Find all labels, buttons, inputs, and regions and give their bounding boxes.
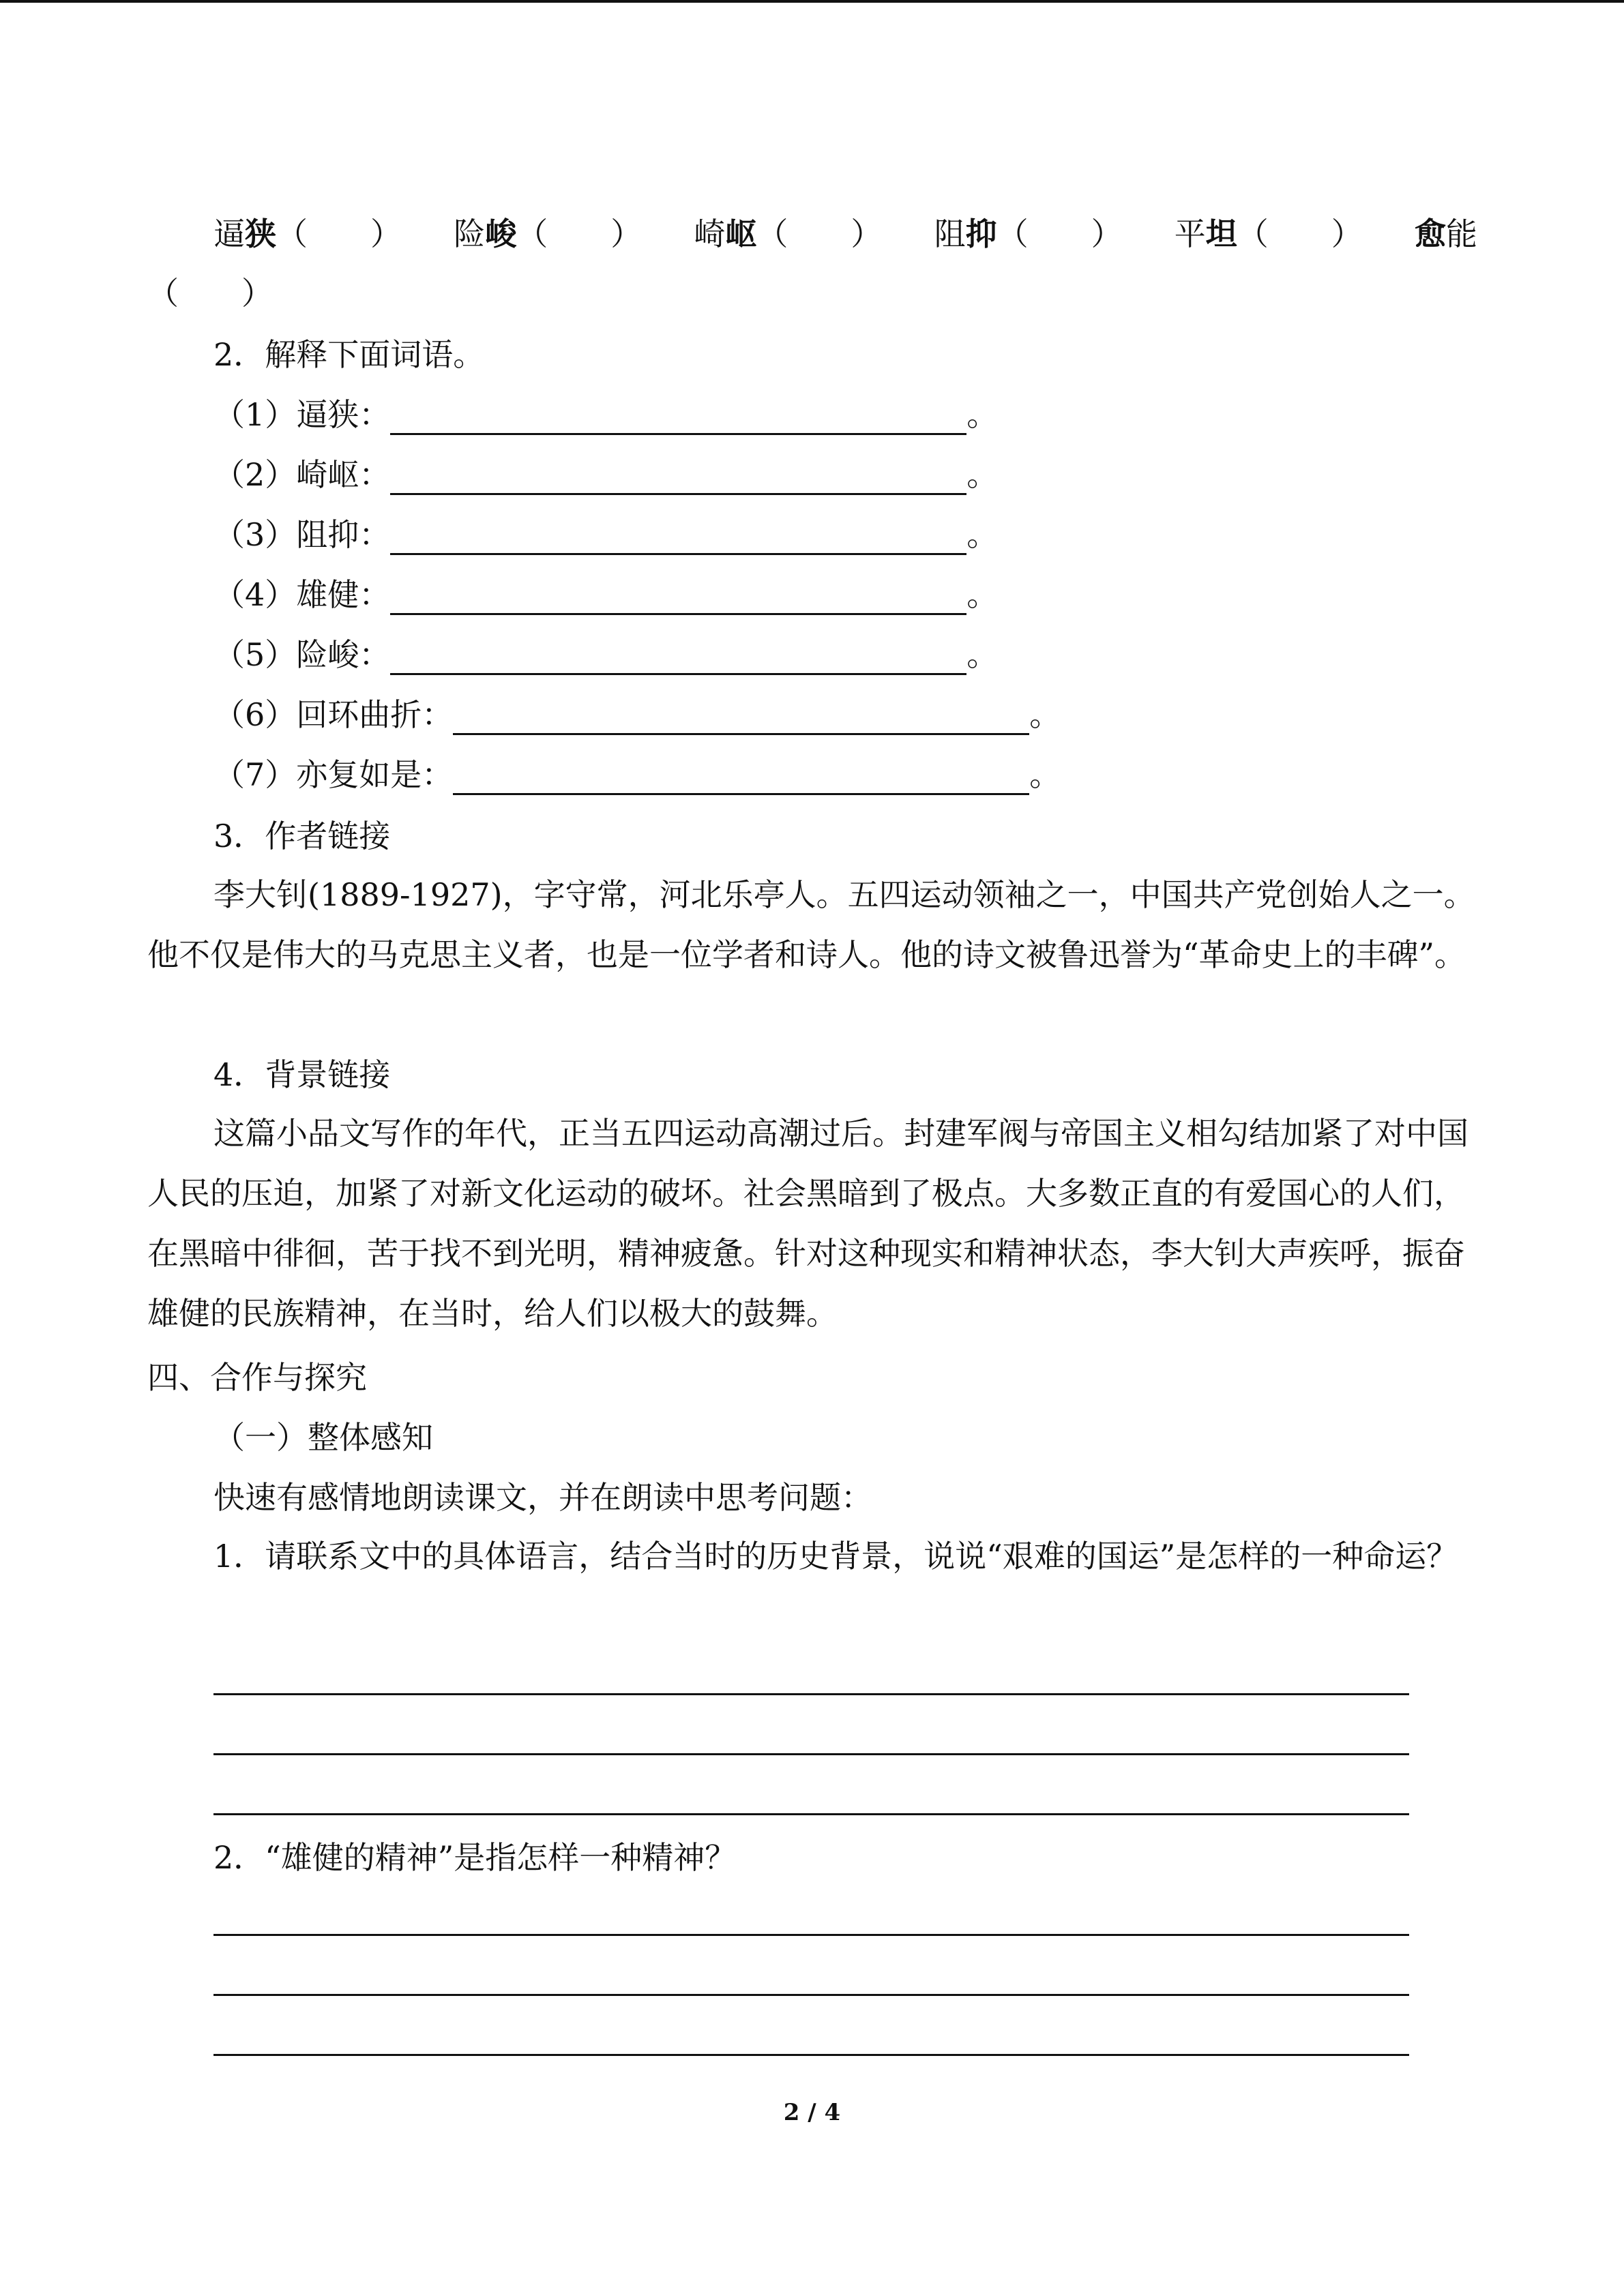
pronunciation-row xyxy=(213,213,1477,254)
definition-item-3: （3）阻抑： 。 xyxy=(213,514,998,555)
answer-blank[interactable] xyxy=(390,579,966,615)
answer-line[interactable] xyxy=(213,2054,1409,2056)
answer-blank[interactable] xyxy=(453,699,1029,735)
answer-line[interactable] xyxy=(213,1934,1409,1936)
author-paragraph: 李大钊(1889-1927)，字守常，河北乐亭人。五四运动领袖之一，中国共产党创始人之一。他不仅是伟大的马克思主义者，也是一位学者和诗人。他的诗文被鲁迅誉为“革命史上的丰碑”。 xyxy=(147,876,1475,973)
question-1: 1．请联系文中的具体语言，结合当时的历史背景，说说“艰难的国运”是怎样的一种命运？ xyxy=(213,1538,1458,1575)
definition-item-5: （5）险峻： 。 xyxy=(213,634,998,675)
pron-item: 平坦（ ） xyxy=(1174,215,1363,252)
page-number: 2 / 4 xyxy=(783,2099,841,2126)
answer-blank[interactable] xyxy=(390,519,966,555)
pron-item: 愈能 xyxy=(1414,215,1477,252)
subsection-heading: （一）整体感知 xyxy=(213,1419,433,1456)
definition-item-2: （2）崎岖： 。 xyxy=(213,454,998,495)
answer-blank[interactable] xyxy=(390,639,966,675)
question-2: 2．“雄健的精神”是指怎样一种精神？ xyxy=(213,1839,737,1876)
answer-line[interactable] xyxy=(213,1693,1409,1695)
answer-line[interactable] xyxy=(213,1813,1409,1815)
section-intro: 快速有感情地朗读课文，并在朗读中思考问题： xyxy=(213,1479,872,1516)
answer-line[interactable] xyxy=(213,1753,1409,1755)
pron-item: 崎岖（ ） xyxy=(694,215,883,252)
section-heading: 四、合作与探究 xyxy=(147,1359,367,1396)
pron-item: 阻抑（ ） xyxy=(934,215,1123,252)
answer-line[interactable] xyxy=(213,1994,1409,1996)
background-paragraph: 这篇小品文写作的年代，正当五四运动高潮过后。封建军阀与帝国主义相勾结加紧了对中国人民的压迫，加紧了对新文化运动的破坏。社会黑暗到了极点。大多数正直的有爱国心的人们，在黑暗中徘徊，苦于找不到光明，精神疲惫。针对这种现实和精神状态，李大钊大声疾呼，振奋雄健的民族精神，在当时，给人们以极大的鼓舞。 xyxy=(147,1115,1468,1332)
pron-item: 逼狭（ ） xyxy=(213,215,402,252)
q4-title: 4．背景链接 xyxy=(213,1056,391,1093)
definition-item-6: （6）回环曲折： 。 xyxy=(213,694,1061,735)
answer-blank[interactable] xyxy=(390,399,966,435)
q3-title: 3．作者链接 xyxy=(213,818,391,854)
pron-item-last-paren: （ ） xyxy=(147,275,273,312)
answer-blank[interactable] xyxy=(390,459,966,495)
definition-item-4: （4）雄健： 。 xyxy=(213,574,998,615)
answer-blank[interactable] xyxy=(453,759,1029,795)
pron-item: 险峻（ ） xyxy=(454,215,643,252)
definition-item-7: （7）亦复如是： 。 xyxy=(213,754,1061,795)
definition-item-1: （1）逼狭： 。 xyxy=(213,394,998,435)
q2-title: 2．解释下面词语。 xyxy=(213,336,485,373)
